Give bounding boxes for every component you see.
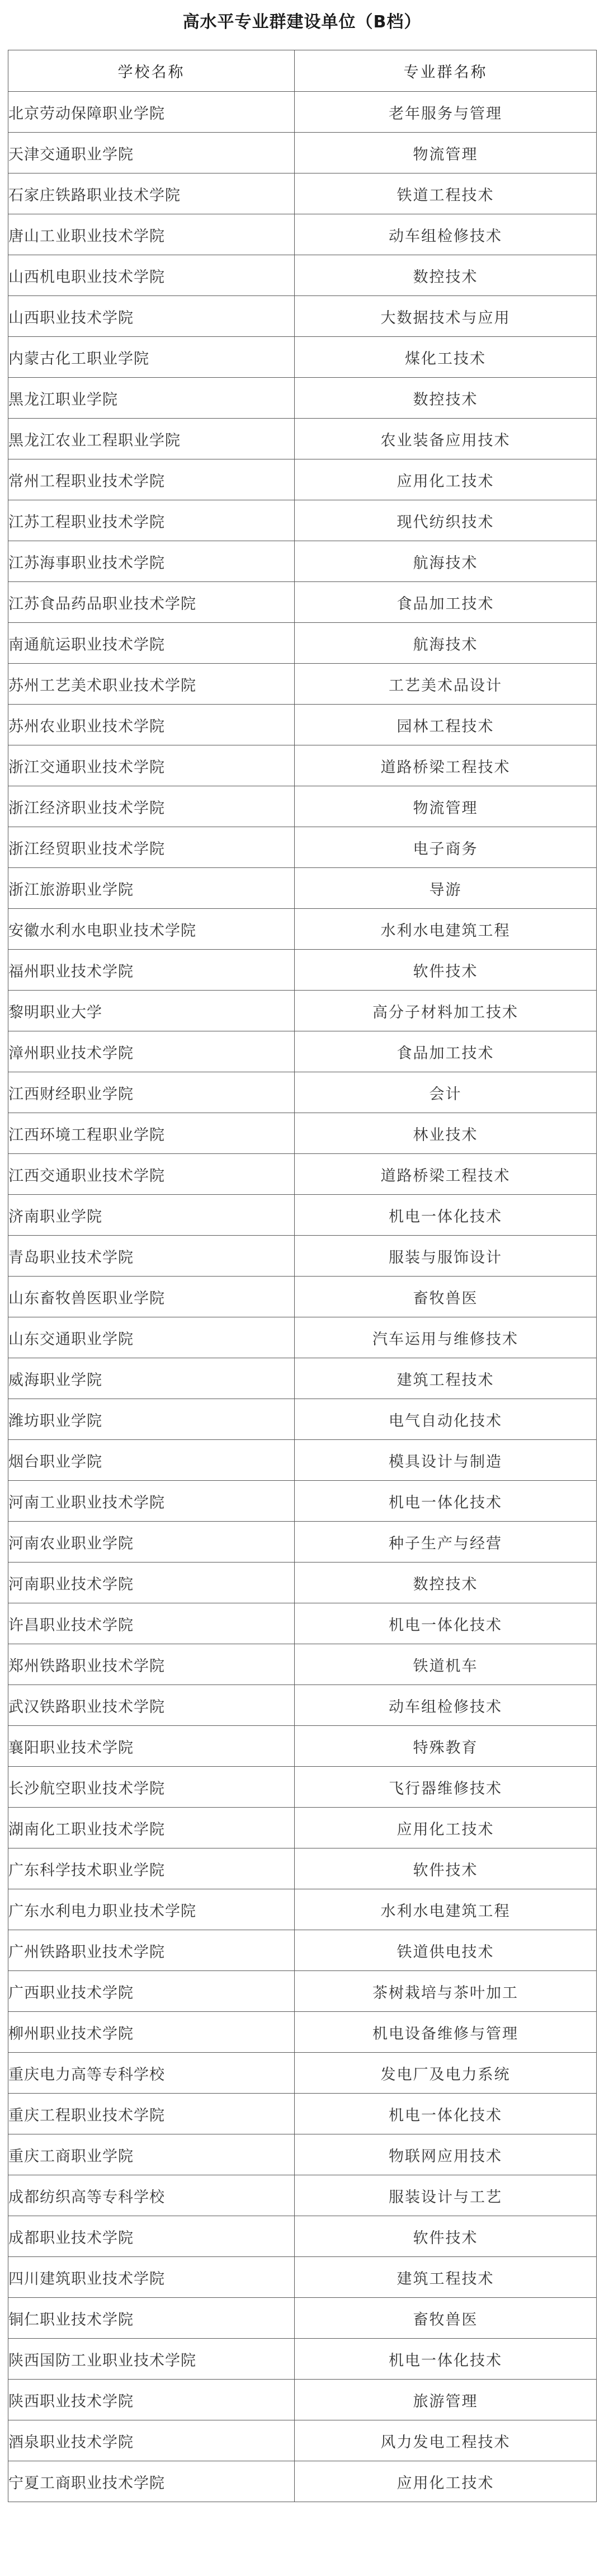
group-name-cell: 服装与服饰设计: [295, 1236, 597, 1277]
school-name-cell: 山东交通职业学院: [8, 1317, 295, 1358]
group-name-cell: 动车组检修技术: [295, 214, 597, 255]
school-name-cell: 漳州职业技术学院: [8, 1031, 295, 1072]
group-name-cell: 机电一体化技术: [295, 2339, 597, 2380]
group-name-cell: 铁道供电技术: [295, 1930, 597, 1971]
group-name-cell: 工艺美术品设计: [295, 664, 597, 705]
group-name-cell: 高分子材料加工技术: [295, 991, 597, 1031]
table-row: [8, 1031, 597, 1072]
group-name-cell: 现代纺织技术: [295, 500, 597, 541]
school-name-cell: 许昌职业技术学院: [8, 1603, 295, 1644]
table-row: [8, 1113, 597, 1154]
group-name-cell: 农业装备应用技术: [295, 419, 597, 459]
table-row: [8, 2216, 597, 2257]
school-name-cell: 江西环境工程职业学院: [8, 1113, 295, 1154]
table-row: [8, 2257, 597, 2298]
school-name-cell: 襄阳职业技术学院: [8, 1726, 295, 1767]
table-row: [8, 664, 597, 705]
group-name-cell: 畜牧兽医: [295, 1277, 597, 1317]
table-row: [8, 296, 597, 337]
group-name-cell: 数控技术: [295, 378, 597, 419]
school-name-cell: 黎明职业大学: [8, 991, 295, 1031]
table-row: [8, 378, 597, 419]
table-row: [8, 1644, 597, 1685]
school-name-cell: 烟台职业学院: [8, 1440, 295, 1481]
table-row: [8, 337, 597, 378]
table-row: [8, 1685, 597, 1726]
group-name-cell: 建筑工程技术: [295, 1358, 597, 1399]
table-row: [8, 1848, 597, 1889]
table-row: [8, 1930, 597, 1971]
school-name-cell: 常州工程职业技术学院: [8, 459, 295, 500]
school-name-cell: 重庆工程职业技术学院: [8, 2094, 295, 2134]
table-row: [8, 1236, 597, 1277]
group-name-cell: 电子商务: [295, 827, 597, 868]
school-name-cell: 山东畜牧兽医职业学院: [8, 1277, 295, 1317]
school-name-cell: 浙江交通职业技术学院: [8, 745, 295, 786]
table-row: [8, 950, 597, 991]
group-name-cell: 软件技术: [295, 950, 597, 991]
school-name-cell: 陕西职业技术学院: [8, 2380, 295, 2420]
table-row: [8, 745, 597, 786]
group-name-cell: 应用化工技术: [295, 2461, 597, 2502]
group-name-cell: 会计: [295, 1072, 597, 1113]
school-name-cell: 黑龙江农业工程职业学院: [8, 419, 295, 459]
group-name-cell: 飞行器维修技术: [295, 1767, 597, 1808]
school-table: [8, 50, 597, 2502]
school-name-cell: 苏州工艺美术职业技术学院: [8, 664, 295, 705]
group-name-cell: 食品加工技术: [295, 1031, 597, 1072]
group-name-cell: 汽车运用与维修技术: [295, 1317, 597, 1358]
group-name-cell: 物流管理: [295, 133, 597, 173]
group-name-cell: 水利水电建筑工程: [295, 1889, 597, 1930]
group-name-cell: 机电设备维修与管理: [295, 2012, 597, 2053]
group-name-cell: 风力发电工程技术: [295, 2420, 597, 2461]
school-name-cell: 浙江经济职业技术学院: [8, 786, 295, 827]
group-name-cell: 应用化工技术: [295, 459, 597, 500]
school-name-cell: 福州职业技术学院: [8, 950, 295, 991]
group-name-cell: 物流管理: [295, 786, 597, 827]
table-row: [8, 1358, 597, 1399]
school-name-cell: 浙江经贸职业技术学院: [8, 827, 295, 868]
table-row: [8, 1481, 597, 1522]
school-name-cell: 成都职业技术学院: [8, 2216, 295, 2257]
table-header-row: [8, 50, 597, 92]
table-row: [8, 2298, 597, 2339]
table-row: [8, 2134, 597, 2175]
school-name-cell: 湖南化工职业技术学院: [8, 1808, 295, 1848]
school-name-cell: 河南工业职业技术学院: [8, 1481, 295, 1522]
group-name-cell: 模具设计与制造: [295, 1440, 597, 1481]
school-name-cell: 重庆工商职业学院: [8, 2134, 295, 2175]
group-name-cell: 软件技术: [295, 1848, 597, 1889]
table-row: [8, 1195, 597, 1236]
group-name-cell: 道路桥梁工程技术: [295, 745, 597, 786]
table-body: [8, 92, 597, 2502]
table-row: [8, 1399, 597, 1440]
table-row: [8, 582, 597, 623]
group-name-cell: 发电厂及电力系统: [295, 2053, 597, 2094]
school-name-cell: 安徽水利水电职业技术学院: [8, 909, 295, 950]
table-row: [8, 2094, 597, 2134]
school-name-cell: 威海职业学院: [8, 1358, 295, 1399]
group-name-cell: 机电一体化技术: [295, 1481, 597, 1522]
school-name-cell: 苏州农业职业技术学院: [8, 705, 295, 745]
group-name-cell: 林业技术: [295, 1113, 597, 1154]
school-name-cell: 柳州职业技术学院: [8, 2012, 295, 2053]
school-name-cell: 广西职业技术学院: [8, 1971, 295, 2012]
group-name-cell: 种子生产与经营: [295, 1522, 597, 1563]
school-name-cell: 江西财经职业学院: [8, 1072, 295, 1113]
school-name-cell: 北京劳动保障职业学院: [8, 92, 295, 133]
table-row: [8, 92, 597, 133]
table-row: [8, 2339, 597, 2380]
school-name-cell: 山西机电职业技术学院: [8, 255, 295, 296]
school-name-cell: 江苏工程职业技术学院: [8, 500, 295, 541]
group-name-cell: 建筑工程技术: [295, 2257, 597, 2298]
table-row: [8, 623, 597, 664]
table-row: [8, 2175, 597, 2216]
school-name-cell: 河南农业职业学院: [8, 1522, 295, 1563]
school-name-cell: 宁夏工商职业技术学院: [8, 2461, 295, 2502]
table-row: [8, 1072, 597, 1113]
school-name-cell: 郑州铁路职业技术学院: [8, 1644, 295, 1685]
table-row: [8, 827, 597, 868]
group-name-cell: 铁道机车: [295, 1644, 597, 1685]
school-name-cell: 成都纺织高等专科学校: [8, 2175, 295, 2216]
table-row: [8, 1440, 597, 1481]
table-row: [8, 2420, 597, 2461]
group-name-cell: 畜牧兽医: [295, 2298, 597, 2339]
table-row: [8, 2053, 597, 2094]
school-name-cell: 黑龙江职业学院: [8, 378, 295, 419]
group-name-cell: 动车组检修技术: [295, 1685, 597, 1726]
school-name-cell: 内蒙古化工职业学院: [8, 337, 295, 378]
group-name-cell: 大数据技术与应用: [295, 296, 597, 337]
group-name-cell: 老年服务与管理: [295, 92, 597, 133]
school-name-cell: 潍坊职业学院: [8, 1399, 295, 1440]
school-name-cell: 南通航运职业技术学院: [8, 623, 295, 664]
table-row: [8, 1767, 597, 1808]
group-name-cell: 软件技术: [295, 2216, 597, 2257]
table-row: [8, 1971, 597, 2012]
group-name-cell: 机电一体化技术: [295, 1195, 597, 1236]
group-name-cell: 物联网应用技术: [295, 2134, 597, 2175]
group-name-cell: 服装设计与工艺: [295, 2175, 597, 2216]
table-row: [8, 2461, 597, 2502]
group-name-cell: 食品加工技术: [295, 582, 597, 623]
school-name-cell: 长沙航空职业技术学院: [8, 1767, 295, 1808]
school-name-cell: 四川建筑职业技术学院: [8, 2257, 295, 2298]
page-title: 高水平专业群建设单位（B档）: [182, 12, 422, 32]
school-name-cell: 青岛职业技术学院: [8, 1236, 295, 1277]
group-name-cell: 航海技术: [295, 623, 597, 664]
table-row: [8, 541, 597, 582]
school-name-cell: 广州铁路职业技术学院: [8, 1930, 295, 1971]
table-row: [8, 2380, 597, 2420]
table-row: [8, 214, 597, 255]
header-school-name: 学校名称: [8, 50, 295, 92]
group-name-cell: 茶树栽培与茶叶加工: [295, 1971, 597, 2012]
group-name-cell: 特殊教育: [295, 1726, 597, 1767]
group-name-cell: 铁道工程技术: [295, 173, 597, 214]
table-row: [8, 1603, 597, 1644]
table-row: [8, 1154, 597, 1195]
table-row: [8, 1317, 597, 1358]
school-name-cell: 铜仁职业技术学院: [8, 2298, 295, 2339]
school-name-cell: 唐山工业职业技术学院: [8, 214, 295, 255]
group-name-cell: 水利水电建筑工程: [295, 909, 597, 950]
school-name-cell: 浙江旅游职业学院: [8, 868, 295, 909]
table-row: [8, 1726, 597, 1767]
school-name-cell: 天津交通职业学院: [8, 133, 295, 173]
table-row: [8, 500, 597, 541]
table-row: [8, 1889, 597, 1930]
table-row: [8, 868, 597, 909]
table-row: [8, 173, 597, 214]
school-name-cell: 石家庄铁路职业技术学院: [8, 173, 295, 214]
school-name-cell: 江苏海事职业技术学院: [8, 541, 295, 582]
school-name-cell: 广东水利电力职业技术学院: [8, 1889, 295, 1930]
group-name-cell: 应用化工技术: [295, 1808, 597, 1848]
group-name-cell: 机电一体化技术: [295, 1603, 597, 1644]
school-name-cell: 济南职业学院: [8, 1195, 295, 1236]
school-name-cell: 酒泉职业技术学院: [8, 2420, 295, 2461]
group-name-cell: 数控技术: [295, 255, 597, 296]
group-name-cell: 机电一体化技术: [295, 2094, 597, 2134]
school-name-cell: 广东科学技术职业学院: [8, 1848, 295, 1889]
group-name-cell: 旅游管理: [295, 2380, 597, 2420]
group-name-cell: 电气自动化技术: [295, 1399, 597, 1440]
school-name-cell: 江西交通职业技术学院: [8, 1154, 295, 1195]
school-name-cell: 武汉铁路职业技术学院: [8, 1685, 295, 1726]
table-row: [8, 705, 597, 745]
table-row: [8, 1277, 597, 1317]
school-name-cell: 陕西国防工业职业技术学院: [8, 2339, 295, 2380]
table-row: [8, 786, 597, 827]
table-row: [8, 1808, 597, 1848]
school-name-cell: 山西职业技术学院: [8, 296, 295, 337]
school-name-cell: 河南职业技术学院: [8, 1563, 295, 1603]
table-row: [8, 909, 597, 950]
table-row: [8, 2012, 597, 2053]
header-group-name: 专业群名称: [295, 50, 597, 92]
group-name-cell: 道路桥梁工程技术: [295, 1154, 597, 1195]
table-row: [8, 991, 597, 1031]
table-row: [8, 255, 597, 296]
group-name-cell: 园林工程技术: [295, 705, 597, 745]
table-row: [8, 1563, 597, 1603]
school-name-cell: 江苏食品药品职业技术学院: [8, 582, 295, 623]
group-name-cell: 数控技术: [295, 1563, 597, 1603]
group-name-cell: 航海技术: [295, 541, 597, 582]
school-name-cell: 重庆电力高等专科学校: [8, 2053, 295, 2094]
group-name-cell: 煤化工技术: [295, 337, 597, 378]
table-row: [8, 133, 597, 173]
table-row: [8, 1522, 597, 1563]
table-row: [8, 459, 597, 500]
table-row: [8, 419, 597, 459]
group-name-cell: 导游: [295, 868, 597, 909]
